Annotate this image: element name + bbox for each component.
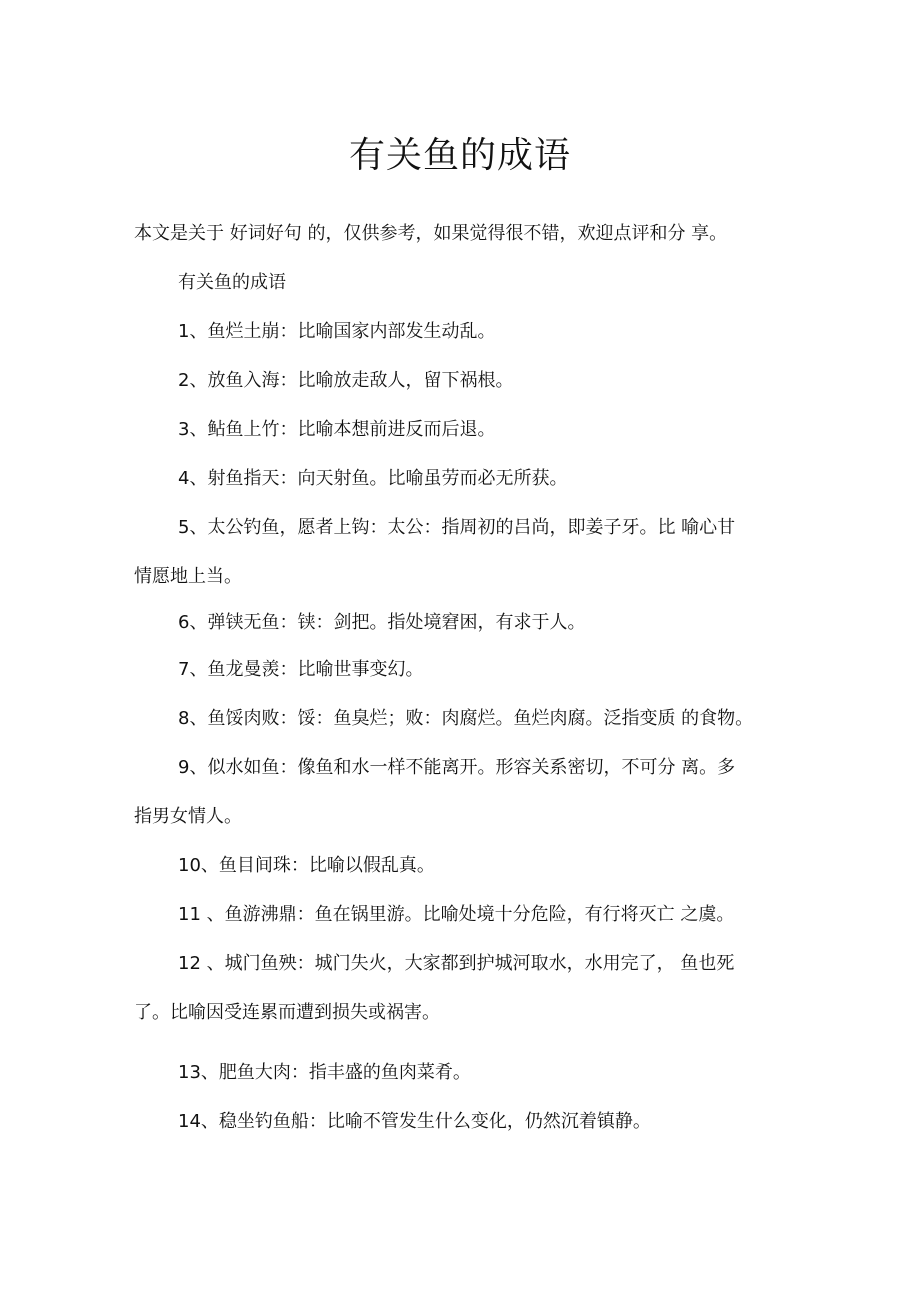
document-title: 有关鱼的成语 bbox=[348, 135, 571, 176]
section-subtitle: 有关鱼的成语 bbox=[178, 272, 286, 293]
list-item: 3、鲇鱼上竹：比喻本想前进反而后退。 bbox=[178, 419, 496, 440]
list-item: 12 、城门鱼殃：城门失火，大家都到护城河取水，水用完了， 鱼也死 bbox=[178, 953, 735, 974]
list-item: 1、鱼烂土崩：比喻国家内部发生动乱。 bbox=[178, 321, 496, 342]
list-item: 9、似水如鱼：像鱼和水一样不能离开。形容关系密切，不可分 离。多 bbox=[178, 757, 736, 778]
list-item: 10、鱼目间珠：比喻以假乱真。 bbox=[178, 855, 435, 876]
intro-paragraph: 本文是关于 好词好句 的，仅供参考，如果觉得很不错，欢迎点评和分 享。 bbox=[134, 223, 728, 244]
list-item: 2、放鱼入海：比喻放走敌人，留下祸根。 bbox=[178, 370, 514, 391]
list-item-continuation: 指男女情人。 bbox=[134, 806, 242, 827]
list-item: 6、弹铗无鱼：铗：剑把。指处境窘困，有求于人。 bbox=[178, 612, 586, 633]
list-item: 4、射鱼指天：向天射鱼。比喻虽劳而必无所获。 bbox=[178, 468, 568, 489]
list-item-continuation: 了。比喻因受连累而遭到损失或祸害。 bbox=[134, 1002, 440, 1023]
list-item: 8、鱼馁肉败：馁：鱼臭烂；败：肉腐烂。鱼烂肉腐。泛指变质 的食物。 bbox=[178, 708, 754, 729]
list-item: 5、太公钓鱼，愿者上钩：太公：指周初的吕尚，即姜子牙。比 喻心甘 bbox=[178, 517, 736, 538]
list-item: 14、稳坐钓鱼船：比喻不管发生什么变化，仍然沉着镇静。 bbox=[178, 1111, 651, 1132]
list-item-continuation: 情愿地上当。 bbox=[134, 566, 242, 587]
list-item: 7、鱼龙曼羡：比喻世事变幻。 bbox=[178, 659, 424, 680]
list-item: 11 、鱼游沸鼎：鱼在锅里游。比喻处境十分危险，有行将灭亡 之虞。 bbox=[178, 904, 735, 925]
list-item: 13、肥鱼大肉：指丰盛的鱼肉菜肴。 bbox=[178, 1062, 471, 1083]
